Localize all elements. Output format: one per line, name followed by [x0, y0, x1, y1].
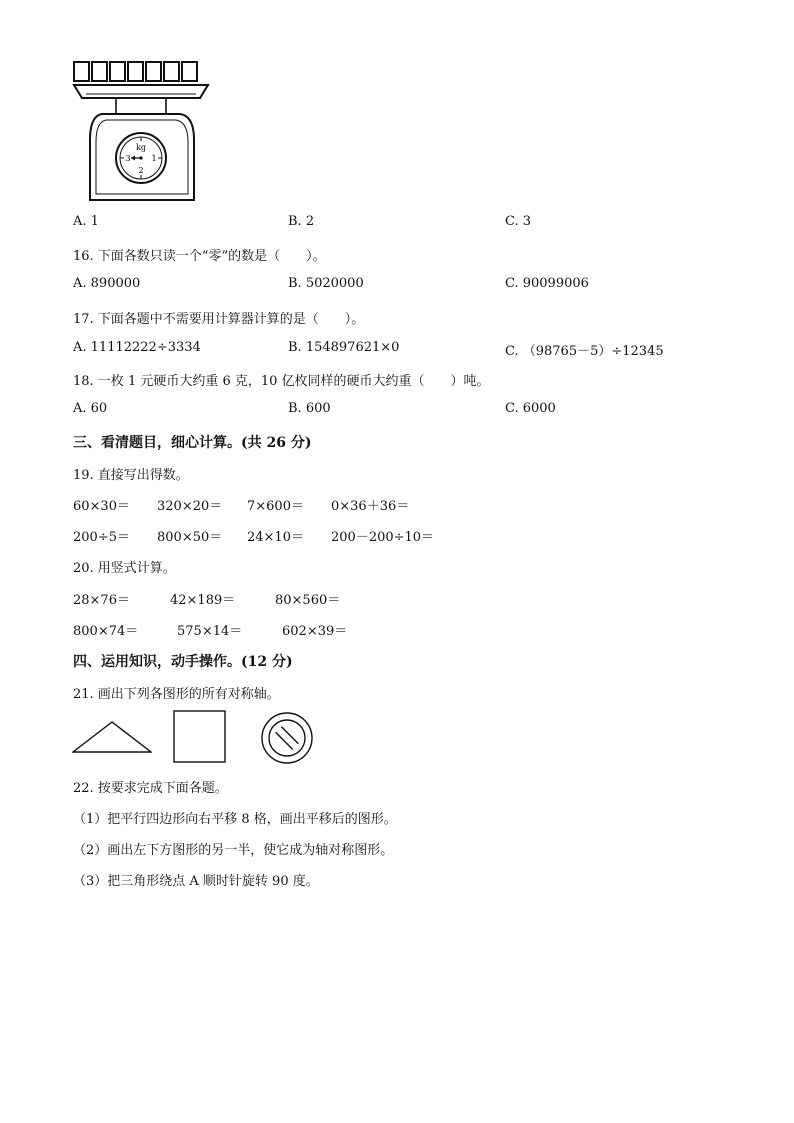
q20-item: 28×76＝ — [73, 593, 130, 608]
q15-option-c: C. 3 — [505, 214, 532, 229]
q19-item: 320×20＝ — [157, 499, 223, 514]
placeholder-box — [127, 61, 144, 82]
section-4-title: 四、运用知识，动手操作。(12 分) — [73, 654, 293, 670]
q20-item: 602×39＝ — [282, 624, 348, 639]
placeholder-box — [109, 61, 126, 82]
q16-option-b: B. 5020000 — [288, 276, 364, 291]
q20-item: 80×560＝ — [275, 593, 341, 608]
q22-item-2: （2）画出左下方图形的另一半，使它成为轴对称图形。 — [73, 843, 394, 858]
section-3-title: 三、看清题目，细心计算。(共 26 分) — [73, 435, 312, 451]
placeholder-box — [181, 61, 198, 82]
q20-item: 800×74＝ — [73, 624, 139, 639]
q18-option-b: B. 600 — [288, 401, 331, 416]
q17-stem: 17. 下面各题中不需要用计算器计算的是（ ）。 — [73, 312, 365, 327]
q19-item: 200－200÷10＝ — [331, 530, 435, 545]
square-figure — [173, 710, 227, 764]
q22-stem: 22. 按要求完成下面各题。 — [73, 781, 228, 796]
placeholder-box — [73, 61, 90, 82]
dial-left-number: 3 — [125, 154, 131, 163]
q19-item: 24×10＝ — [247, 530, 304, 545]
q22-item-3: （3）把三角形绕点 A 顺时针旋转 90 度。 — [73, 874, 319, 889]
q19-item: 200÷5＝ — [73, 530, 130, 545]
q20-item: 575×14＝ — [177, 624, 243, 639]
placeholder-box — [91, 61, 108, 82]
dial-unit-label: kg — [136, 143, 146, 152]
q21-stem: 21. 画出下列各图形的所有对称轴。 — [73, 687, 280, 702]
q15-option-b: B. 2 — [288, 214, 315, 229]
kitchen-scale-illustration — [72, 82, 212, 204]
q16-option-c: C. 90099006 — [505, 276, 589, 291]
dial-bottom-number: 2 — [138, 166, 144, 175]
triangle-figure — [72, 720, 152, 754]
q17-option-c: C. （98765－5）÷12345 — [505, 344, 664, 359]
q16-option-a: A. 890000 — [73, 276, 141, 291]
q17-option-b: B. 154897621×0 — [288, 340, 400, 355]
dial-right-number: 1 — [151, 154, 157, 163]
q19-item: 0×36＋36＝ — [331, 499, 410, 514]
q18-stem: 18. 一枚 1 元硬币大约重 6 克，10 亿枚同样的硬币大约重（ ）吨。 — [73, 374, 490, 389]
q20-item: 42×189＝ — [170, 593, 236, 608]
q19-item: 7×600＝ — [247, 499, 304, 514]
placeholder-box — [163, 61, 180, 82]
q18-option-c: C. 6000 — [505, 401, 556, 416]
q19-item: 800×50＝ — [157, 530, 223, 545]
q22-item-1: （1）把平行四边形向右平移 8 格，画出平移后的图形。 — [73, 812, 397, 827]
q19-item: 60×30＝ — [73, 499, 130, 514]
q17-option-a: A. 11112222÷3334 — [73, 340, 201, 355]
q20-stem: 20. 用竖式计算。 — [73, 561, 176, 576]
q18-option-a: A. 60 — [73, 401, 108, 416]
placeholder-box — [145, 61, 162, 82]
placeholder-boxes — [73, 61, 198, 82]
prohibition-sign-figure — [260, 711, 314, 765]
q16-stem: 16. 下面各数只读一个“零”的数是（ ）。 — [73, 249, 326, 264]
q19-stem: 19. 直接写出得数。 — [73, 468, 189, 483]
q15-option-a: A. 1 — [73, 214, 99, 229]
